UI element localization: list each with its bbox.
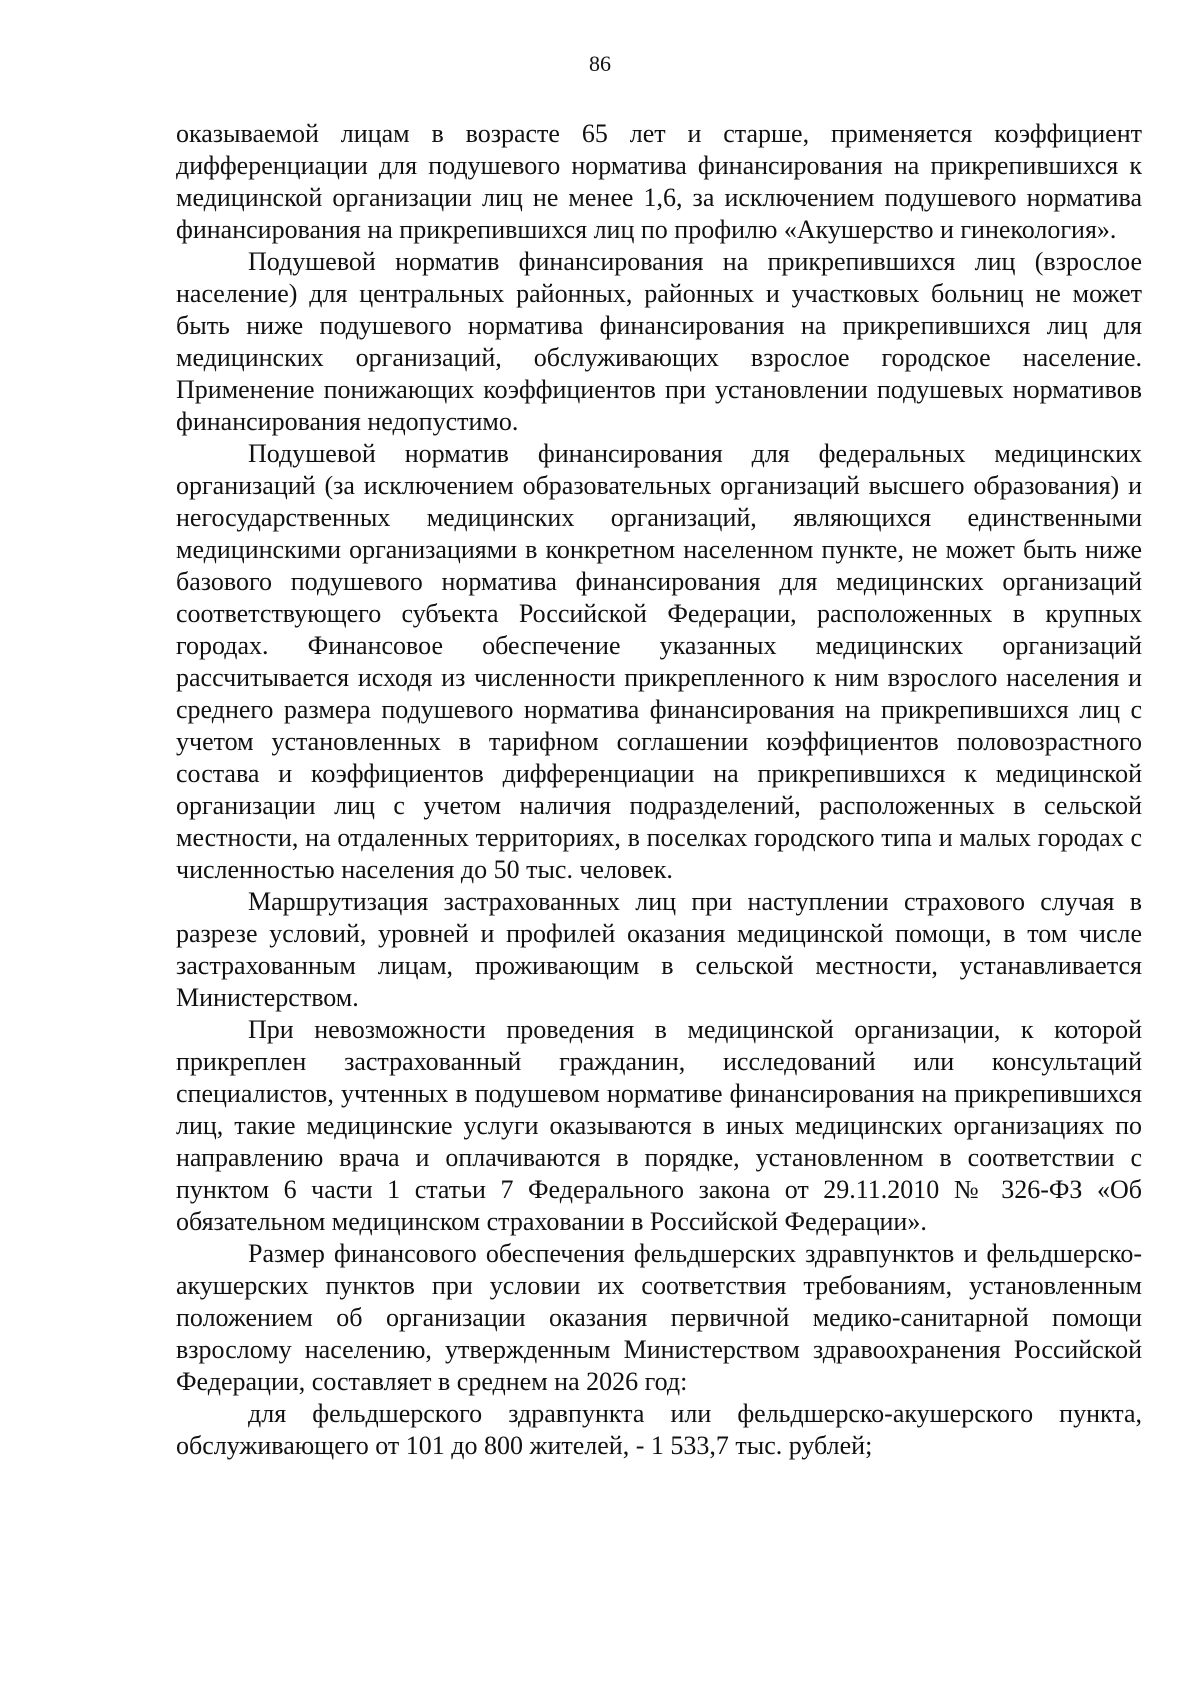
paragraph-continuation: оказываемой лицам в возрасте 65 лет и старше, применяется коэффициент дифференциации для подушевого норматива финансирования на прикрепившихся к медицинской организации лиц не менее 1,6, за исключением подушевого норматива финансирования на прикрепившихся лиц по профилю «Акушерство и гинекология».	[176, 119, 1142, 244]
document-body	[176, 118, 1142, 1462]
paragraph-feldsher-amount: для фельдшерского здравпункта или фельдшерско-акушерского пункта, обслуживающего от 101 до 800 жителей, - 1 533,7 тыс. рублей;	[176, 1399, 1142, 1460]
paragraph-referral: При невозможности проведения в медицинской организации, к которой прикреплен застрахованный гражданин, исследований или консультаций специалистов, учтенных в подушевом нормативе финансирования на прикрепившихся лиц, такие медицинские услуги оказываются в иных медицинских организациях по направлению врача и оплачиваются в порядке, установленном в соответствии с пунктом 6 части 1 статьи 7 Федерального закона от 29.11.2010 № 326-ФЗ «Об обязательном медицинском страховании в Российской Федерации».	[176, 1015, 1142, 1236]
paragraph-routing: Маршрутизация застрахованных лиц при наступлении страхового случая в разрезе условий, уровней и профилей оказания медицинской помощи, в том числе застрахованным лицам, проживающим в сельской местности, устанавливается Министерством.	[176, 887, 1142, 1012]
paragraph-per-capita-rural: Подушевой норматив финансирования на прикрепившихся лиц (взрослое население) для центральных районных, районных и участковых больниц не может быть ниже подушевого норматива финансирования на прикрепившихся лиц для медицинских организаций, обслуживающих взрослое городское население. Применение понижающих коэффициентов при установлении подушевых нормативов финансирования недопустимо.	[176, 247, 1142, 436]
paragraph-per-capita-federal: Подушевой норматив финансирования для федеральных медицинских организаций (за исключением образовательных организаций высшего образования) и негосударственных медицинских организаций, являющихся единственными медицинскими организациями в конкретном населенном пункте, не может быть ниже базового подушевого норматива финансирования для медицинских организаций соответствующего субъекта Российской Федерации, расположенных в крупных городах. Финансовое обеспечение указанных медицинских организаций рассчитывается исходя из численности прикрепленного к ним взрослого населения и среднего размера подушевого норматива финансирования на прикрепившихся лиц с учетом установленных в тарифном соглашении коэффициентов половозрастного состава и коэффициентов дифференциации на прикрепившихся к медицинской организации лиц с учетом наличия подразделений, расположенных в сельской местности, на отдаленных территориях, в поселках городского типа и малых городах с численностью населения до 50 тыс. человек.	[176, 439, 1142, 884]
paragraph-feldsher-funding: Размер финансового обеспечения фельдшерских здравпунктов и фельдшерско-акушерских пунктов при условии их соответствия требованиям, установленным положением об организации оказания первичной медико-санитарной помощи взрослому населению, утвержденным Министерством здравоохранения Российской Федерации, составляет в среднем на 2026 год:	[176, 1239, 1142, 1396]
page-number: 86	[589, 51, 611, 76]
